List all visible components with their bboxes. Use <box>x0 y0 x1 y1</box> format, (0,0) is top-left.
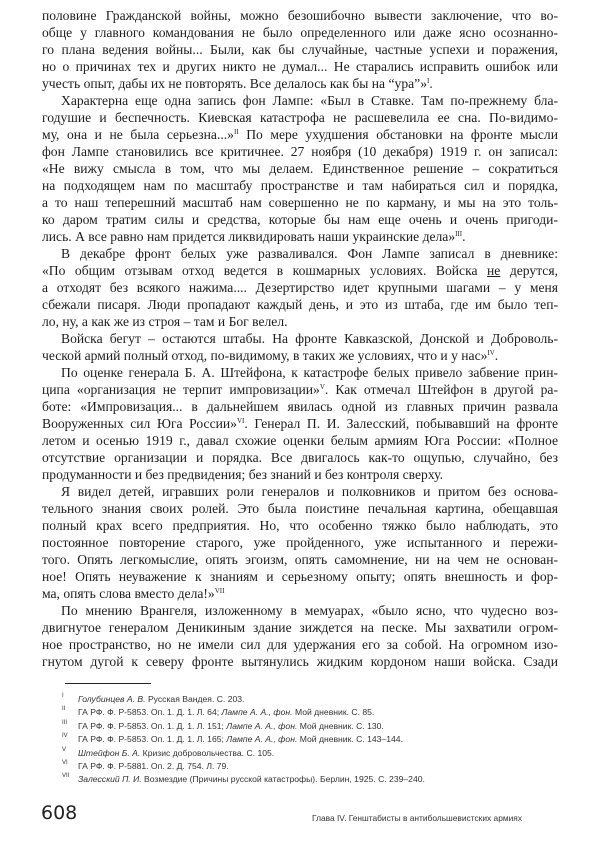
text-segment: а отходят без всякого нажима.... Дезертирство идет крупными шагами – у меня <box>42 280 558 295</box>
text-segment: ко даром тратим силы и средства, которые бы нам еще очень и очень пригоди- <box>42 212 558 227</box>
text-segment: но о причинах тех и других никто не думал... Не старались исправить ошибок или <box>42 59 558 74</box>
text-line <box>42 381 558 398</box>
text-segment: ципа «организация не терпит импровизации» <box>42 382 320 397</box>
text-line <box>42 466 558 483</box>
text-segment: годушие и беспечность. Киевская катастрофа не расшевелила ее сна. По-видимо- <box>42 110 558 125</box>
text-line <box>42 24 558 41</box>
text-line <box>42 7 558 24</box>
text-segment: дерутся, <box>500 263 558 278</box>
footnote <box>62 747 562 760</box>
text-line <box>42 364 558 381</box>
footnote <box>62 733 562 746</box>
text-line <box>42 143 558 160</box>
text-line <box>42 279 558 296</box>
text-line <box>42 398 558 415</box>
text-segment: боте: «Импровизация... в дальнейшем явилась одной из главных причин развала <box>42 399 558 414</box>
text-line <box>42 347 558 364</box>
text-segment: Залесский П. И. <box>78 774 142 785</box>
text-segment: учесть опыт, дабы их не повторять. Все делалось как бы на “ура”» <box>42 76 427 91</box>
text-line <box>42 330 558 347</box>
text-segment: . Как отмечал Штейфон в другой ра- <box>324 382 558 397</box>
text-segment: гнутом дугой к северу фронте вытянулись жидким кордоном наши войска. Сзади <box>42 654 558 669</box>
text-segment: ное пространство, но не имели сил для удержания его за собой. На огромном изо- <box>42 637 558 652</box>
text-segment: ГА РФ. Ф. Р-5853. Оп. 1. Д. 1. Л. 151; <box>78 720 227 731</box>
text-segment: половине Гражданской войны, можно безошибочно вывести заключение, что во- <box>42 8 558 23</box>
text-line <box>42 602 558 619</box>
page-number: 608 <box>41 802 78 824</box>
text-line <box>42 296 558 313</box>
text-segment: Мой дневник. С. 85. <box>292 707 375 718</box>
text-segment: . <box>494 348 499 363</box>
text-line <box>42 194 558 211</box>
text-segment: Войска бегут – остаются штабы. На фронте Кавказской, Донской и Доброволь- <box>61 331 558 346</box>
footnotes <box>62 693 562 787</box>
text-segment: Лампе А. А., фон. <box>226 720 298 731</box>
text-line <box>42 75 558 92</box>
text-line <box>42 500 558 517</box>
text-segment: а то наш теперешний масштаб нам совершенно не по карману, и мы на это толь- <box>42 195 558 210</box>
footnote <box>62 706 562 719</box>
text-segment: ма, опять слова вместо дела!» <box>42 586 215 601</box>
body-text <box>42 7 558 670</box>
footnote-reference[interactable]: II <box>233 128 239 136</box>
text-line <box>42 126 558 143</box>
text-line <box>42 568 558 585</box>
text-segment: не <box>487 263 501 278</box>
footnote-reference[interactable]: V <box>319 383 325 391</box>
text-segment: тельного знания своих ролей. Это была поистине печальная картина, обещавшая <box>42 501 558 516</box>
footnote-reference[interactable]: IV <box>487 349 495 357</box>
footnote-reference[interactable]: I <box>427 77 430 85</box>
footnote-number: III <box>62 719 68 726</box>
text-segment: По мере ухудшения обстановки на фронте мысли <box>238 127 558 142</box>
text-segment: Лампе А. А., фон. <box>226 734 298 745</box>
text-line <box>42 228 558 245</box>
text-segment: двигнутое генералом Деникиным здание зиждется на песке. Мы захватили огром- <box>42 620 558 635</box>
text-segment: «По общим отзывам отход ведется в кошмарных условиях. Войска <box>42 263 488 278</box>
footnote-reference[interactable]: VI <box>236 417 245 425</box>
text-line <box>42 653 558 670</box>
text-segment: . Генерал П. И. Залесский, побывавший на фронте <box>244 416 558 431</box>
text-segment: сбежали писаря. Люди пропадают каждый день, и это из штаба, где им было теп- <box>42 297 558 312</box>
text-segment: ГА РФ. Ф. Р-5881. Оп. 2. Д. 754. Л. 79. <box>78 760 229 771</box>
text-line <box>42 245 558 262</box>
text-line <box>42 449 558 466</box>
text-segment: ло, ну, а как же из строя – там и Бог велел. <box>42 314 288 329</box>
text-segment: на подходящем нам по масштабу пространстве и там набираться сил и порядка, <box>42 178 558 193</box>
text-line <box>42 58 558 75</box>
footnote <box>62 720 562 733</box>
text-line <box>42 636 558 653</box>
text-segment: летом и осенью 1919 г., давал схожие оценки белым армиям Юга России: «Полное <box>42 433 558 448</box>
text-segment: Лампе А. А., фон. <box>221 707 293 718</box>
footnote-reference[interactable]: III <box>455 230 463 238</box>
text-line <box>42 313 558 330</box>
text-segment: Мой дневник. С. 130. <box>297 720 384 731</box>
footnote-number: I <box>62 693 64 699</box>
text-line <box>42 262 558 279</box>
text-segment: «Не вижу смысла в том, что мы делаем. Единственное решение – сократиться <box>42 161 558 176</box>
footnote-number: V <box>62 746 67 753</box>
text-line <box>42 109 558 126</box>
text-segment: Штейфон Б. А. <box>78 747 141 758</box>
text-segment: обще у главного командования не было определенного или даже ясно осознанно- <box>42 25 558 40</box>
text-line <box>42 551 558 568</box>
text-segment: ГА РФ. Ф. Р-5853. Оп. 1. Д. 1. Л. 165; <box>78 734 227 745</box>
footnote-reference[interactable]: VII <box>214 587 225 595</box>
text-segment: фон Лампе становились все критичнее. 27 ноября (10 декабря) 1919 г. он записал: <box>42 144 558 159</box>
text-line <box>42 534 558 551</box>
text-line <box>42 211 558 228</box>
text-segment: постоянное повторение старого, уже пройденного, уже испытанного и пережи- <box>42 535 558 550</box>
text-segment: По мнению Врангеля, изложенному в мемуарах, «было ясно, что чудесно воз- <box>61 603 558 618</box>
text-line <box>42 483 558 500</box>
text-segment: му, она и не была серьезна...» <box>42 127 234 142</box>
text-segment: отсутствие организации и порядка. Все двигалось как-то ощупью, случайно, без <box>42 450 558 465</box>
text-line <box>42 160 558 177</box>
footnote-number: II <box>62 706 66 713</box>
text-line <box>42 619 558 636</box>
footnote-number: VI <box>62 759 68 766</box>
text-line <box>42 92 558 109</box>
text-line <box>42 415 558 432</box>
text-line <box>42 177 558 194</box>
text-segment: того. Опять легкомыслие, опять эгоизм, опять самомнение, ни на чем не основан- <box>42 552 558 567</box>
text-segment: полный крах всего предприятия. Но, что особенно тяжко было наблюдать, это <box>42 518 558 533</box>
text-line <box>42 517 558 534</box>
footnote <box>62 760 562 773</box>
text-segment: Голубинцев А. В. <box>78 694 146 704</box>
text-segment: Вооруженных сил Юга России» <box>42 416 237 431</box>
footnote <box>62 773 562 786</box>
text-segment: Русская Вандея. С. 203. <box>145 694 245 704</box>
text-segment: продуманности и без предвидения; без знаний и без контроля сверху. <box>42 467 443 482</box>
text-segment: Я видел детей, игравших роли генералов и полковников и притом без основа- <box>61 484 558 499</box>
text-segment: ное! Опять неуважение к знаниям и серьезному опыту; опять внешность и фор- <box>42 569 558 584</box>
text-segment: ческой армий полный отход, по-видимому, в таких же условиях, что и у нас» <box>42 348 488 363</box>
text-segment: Кризис добровольчества. С. 105. <box>140 747 275 758</box>
footnote <box>62 693 562 706</box>
footnote-divider <box>65 683 151 684</box>
text-segment: лись. А все равно нам придется ликвидировать наши украинские дела» <box>42 229 456 244</box>
footnote-number: IV <box>62 733 68 740</box>
text-segment: . <box>429 76 433 91</box>
running-footer-chapter-title: Глава IV. Генштабисты в антибольшевистских армиях <box>312 813 523 823</box>
text-segment: . <box>462 229 466 244</box>
text-line <box>42 432 558 449</box>
footnote-number: VII <box>62 773 70 780</box>
text-segment: Возмездие (Причины русской катастрофы). Берлин, 1925. С. 239–240. <box>141 774 425 785</box>
text-line <box>42 41 558 58</box>
text-segment: го плана ведения войны... Были, как бы случайные, частные успехи и поражения, <box>42 42 558 57</box>
text-segment: По оценке генерала Б. А. Штейфона, к катастрофе белых привело забвение прин- <box>61 365 558 380</box>
text-segment: ГА РФ. Ф. Р-5853. Оп. 1. Д. 1. Л. 64; <box>78 707 222 718</box>
text-segment: Мой дневник. С. 143–144. <box>297 734 403 745</box>
text-line <box>42 585 558 602</box>
text-segment: В декабре фронт белых уже разваливался. Фон Лампе записал в дневнике: <box>61 246 558 261</box>
text-segment: Характерна еще одна запись фон Лампе: «Был в Ставке. Там по-прежнему бла- <box>61 93 558 108</box>
